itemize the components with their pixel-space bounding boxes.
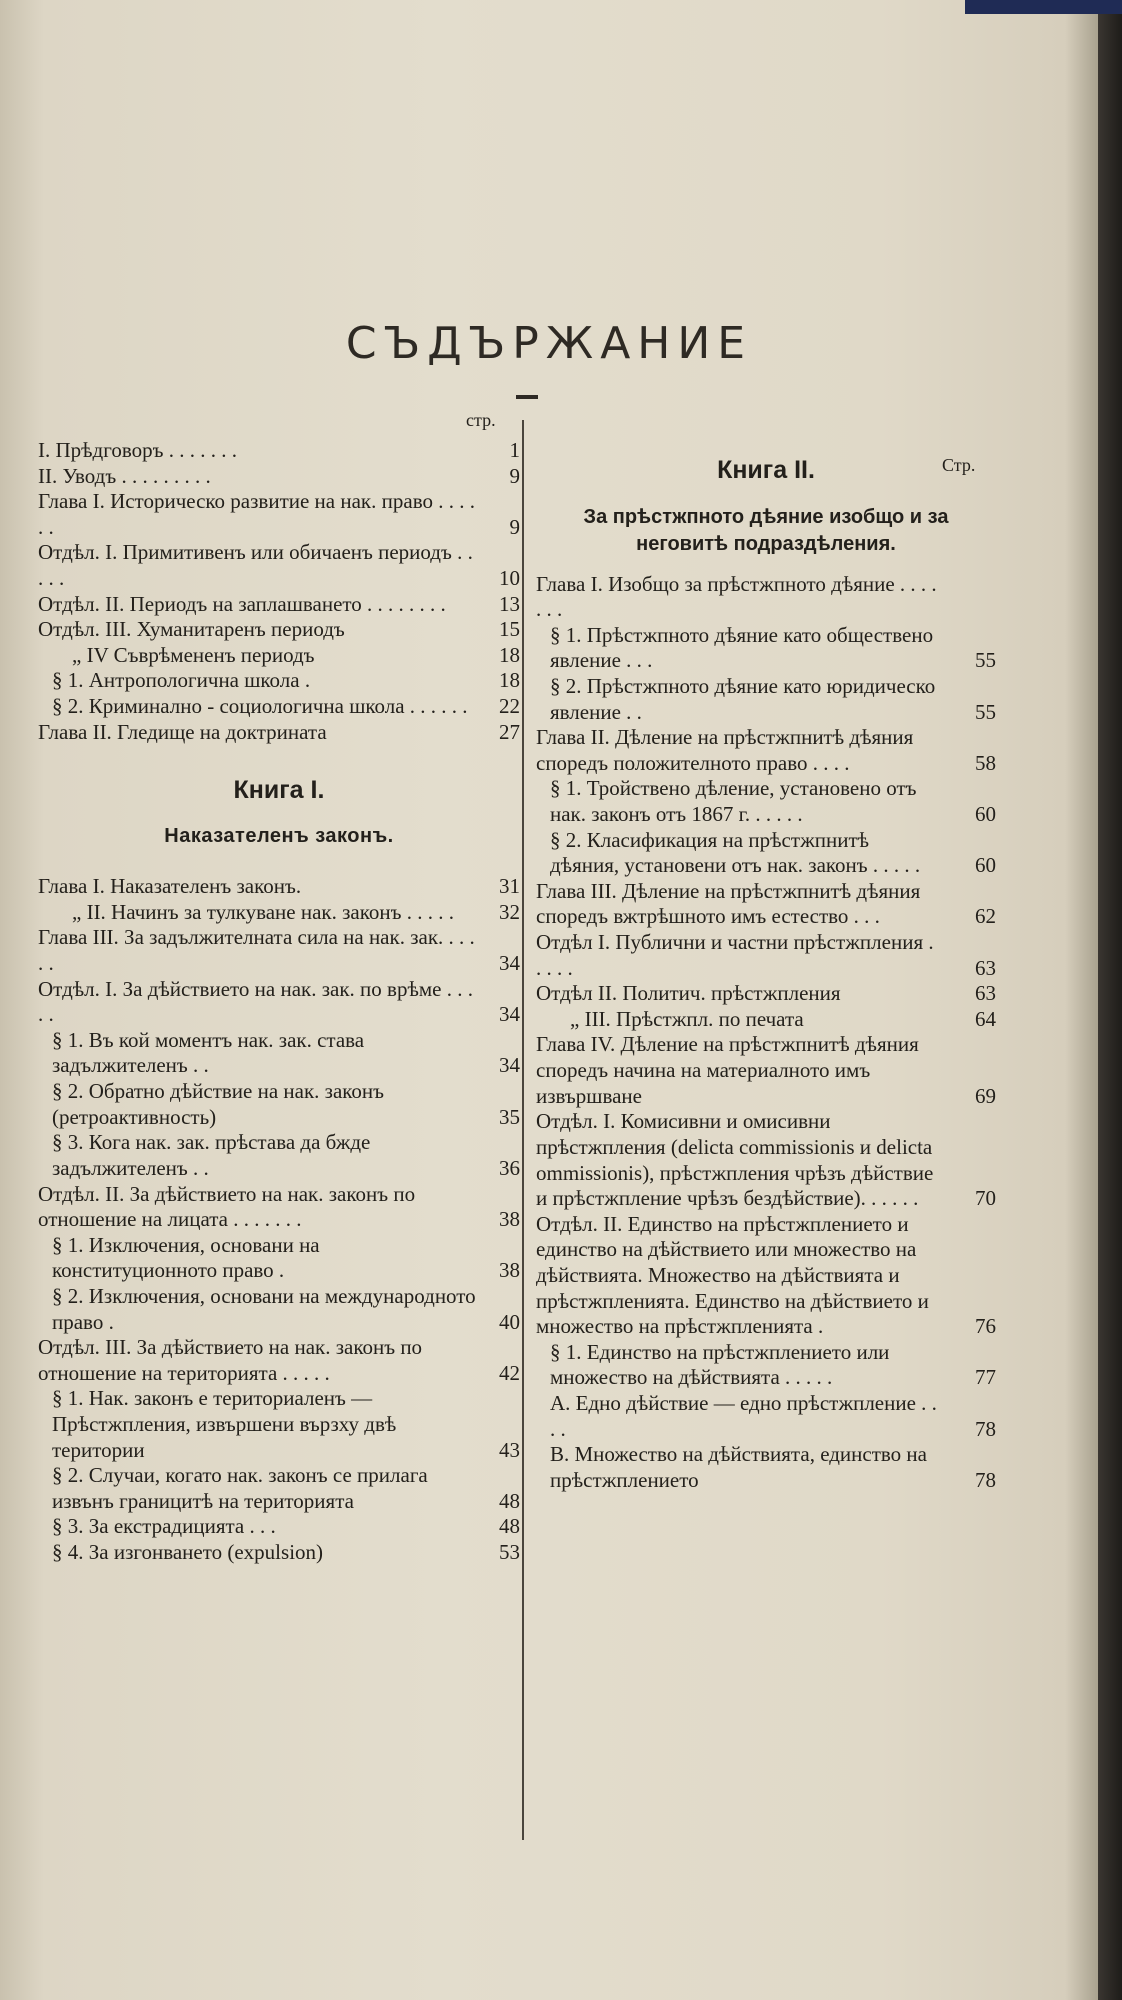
toc-entry — [536, 1340, 996, 1391]
book1-subtitle: Наказателенъ законъ. — [164, 824, 394, 847]
page-column-label-right: Стр. — [942, 455, 976, 475]
toc-entry-text: „ III. Прѣстжпл. по печата — [570, 1006, 804, 1031]
toc-entry-text: Отдѣл II. Политич. прѣстжпления — [536, 981, 841, 1006]
toc-entry-text: I. Прѣдговоръ . . . . . . . — [38, 438, 237, 462]
toc-entry — [536, 1442, 996, 1493]
toc-entry-page: 55 — [975, 699, 996, 724]
toc-entry — [38, 438, 520, 464]
toc-entry — [536, 623, 996, 674]
toc-entry-text: § 2. Изключения, основани на международното право . — [52, 1283, 476, 1334]
toc-left-column — [38, 410, 520, 1566]
toc-entry — [38, 1079, 520, 1130]
toc-entry-text: Отдѣл. II. Периодъ на заплашването . . . . . . . . — [38, 591, 446, 616]
toc-entry-text: Отдѣл. I. За дѣйствието на нак. зак. по врѣме . . . . . — [38, 976, 473, 1027]
toc-right-column — [536, 455, 996, 1493]
toc-entry-page: 77 — [975, 1365, 996, 1390]
toc-entry-page: 55 — [975, 648, 996, 673]
toc-entry-text: Глава II. Гледище на доктрината — [38, 719, 327, 744]
toc-entry-page: 13 — [499, 591, 520, 616]
toc-entry-text: Отдѣл. III. За дѣйствието на нак. законъ по отношение на територията . . . . . — [38, 1335, 423, 1385]
book-edge — [1098, 0, 1122, 2000]
toc-entry-page: 43 — [499, 1437, 520, 1462]
toc-entry-text: В. Множество на дѣйствията, единство на прѣстжплението — [550, 1442, 927, 1492]
toc-entry-text: Глава I. Наказателенъ законъ. — [38, 874, 302, 899]
toc-entry — [38, 592, 520, 618]
toc-entry-text: § 1. Прѣстжпното дѣяние като обществено явление . . . — [550, 622, 934, 673]
toc-entry — [38, 1233, 520, 1284]
toc-entry-page: 78 — [975, 1467, 996, 1492]
toc-entry-page: 69 — [975, 1083, 996, 1108]
toc-entry-page: 62 — [975, 904, 996, 929]
toc-entry-page: 10 — [499, 566, 520, 591]
toc-entry-page: 60 — [975, 853, 996, 878]
toc-entry — [38, 464, 520, 490]
page-column-label: стр. — [466, 410, 496, 430]
toc-entry-page: 27 — [499, 719, 520, 744]
toc-entry-page: 31 — [499, 874, 520, 899]
page-title: СЪДЪРЖАНИЕ — [345, 318, 753, 369]
background-strip — [965, 0, 1122, 14]
toc-entry-page: 63 — [975, 981, 996, 1006]
toc-book1-list — [38, 874, 520, 1565]
toc-entry-text: § 1. Въ кой моментъ нак. зак. става задължителенъ . . — [52, 1027, 365, 1078]
toc-entry — [536, 1391, 996, 1442]
toc-entry — [38, 1182, 520, 1233]
toc-entry-text: § 1. Изключения, основани на конституционното право . — [52, 1232, 320, 1283]
toc-entry-page: 18 — [499, 668, 520, 693]
toc-entry — [38, 1386, 520, 1463]
toc-entry-page: 70 — [975, 1186, 996, 1211]
toc-entry — [536, 674, 996, 725]
toc-entry-text: § 1. Нак. законъ е териториаленъ — Прѣстжпления, извършени вързху двѣ територии — [52, 1386, 397, 1462]
toc-entry-page: 40 — [499, 1309, 520, 1334]
toc-entry-text: Отдѣл. III. Хуманитаренъ периодъ — [38, 617, 345, 642]
column-divider — [522, 420, 524, 1840]
toc-entry — [38, 1130, 520, 1181]
toc-entry-text: Глава I. Изобщо за прѣстжпното дѣяние . . . . . . . — [536, 571, 937, 622]
toc-entry — [38, 1514, 520, 1540]
toc-entry — [536, 930, 996, 981]
toc-entry-page: 36 — [499, 1155, 520, 1180]
toc-entry — [536, 776, 996, 827]
toc-entry — [38, 694, 520, 720]
toc-entry — [536, 1032, 996, 1109]
toc-entry-page: 34 — [499, 951, 520, 976]
toc-entry-text: А. Едно дѣйствие — едно прѣстжпление . . . . — [550, 1391, 937, 1441]
toc-entry — [38, 874, 520, 900]
toc-entry-page: 18 — [499, 642, 520, 667]
toc-entry-text: § 3. Кога нак. зак. прѣстава да бжде задължителенъ . . — [52, 1130, 371, 1180]
toc-entry-text: Глава III. За задължителната сила на нак. зак. . . . . . — [38, 925, 475, 976]
toc-entry-text: II. Уводъ . . . . . . . . . — [38, 463, 211, 488]
toc-entry — [536, 1007, 996, 1033]
book1-title: Книга I. — [233, 776, 325, 805]
toc-entry — [536, 572, 996, 623]
toc-entry-text: § 1. Тройствено дѣление, установено отъ нак. законъ отъ 1867 г. . . . . . — [550, 776, 917, 826]
toc-entry — [38, 1463, 520, 1514]
toc-entry-page: 48 — [499, 1488, 520, 1513]
toc-entry-text: § 3. За екстрадицията . . . — [52, 1514, 276, 1539]
toc-entry-page: 15 — [499, 617, 520, 642]
toc-entry-text: § 2. Обратно дѣйствие на нак. законъ (ретроактивность) — [52, 1079, 385, 1129]
toc-entry — [38, 1028, 520, 1079]
toc-entry-page: 38 — [499, 1258, 520, 1283]
toc-entry-page: 9 — [509, 463, 520, 488]
toc-entry-text: „ II. Начинъ за тулкуване нак. законъ . . . . . — [72, 899, 454, 924]
toc-entry-text: Отдѣл. I. Примитивенъ или обичаенъ периодъ . . . . . — [38, 540, 473, 591]
toc-entry — [38, 540, 520, 591]
toc-entry-page: 60 — [975, 801, 996, 826]
toc-book2-list — [536, 572, 996, 1494]
toc-entry-page: 34 — [499, 1002, 520, 1027]
toc-entry-text: § 4. За изгонването (expulsion) — [52, 1540, 324, 1565]
toc-entry — [38, 1540, 520, 1566]
toc-entry — [38, 900, 520, 926]
toc-entry — [38, 617, 520, 643]
toc-entry-text: Глава IV. Дѣление на прѣстжпнитѣ дѣяния споредъ начина на материалното имъ извършване — [536, 1032, 919, 1108]
toc-intro-list — [38, 438, 520, 745]
toc-entry-text: § 2. Криминално - социологична школа . . . . . . — [52, 694, 468, 719]
toc-entry-text: Отдѣл. I. Комисивни и омисивни прѣстжпления (delicta commissionis и delicta ommissionis), прѣстжпления чрѣзъ дѣйствие и прѣстжпление чрѣзъ бездѣйствие). . . . . . — [536, 1109, 934, 1211]
toc-entry-page: 48 — [499, 1514, 520, 1539]
toc-entry — [536, 981, 996, 1007]
title-ornament — [516, 395, 538, 399]
toc-entry — [38, 668, 520, 694]
toc-entry-text: § 1. Единство на прѣстжплението или множество на дѣйствията . . . . . — [550, 1339, 890, 1390]
toc-entry — [38, 977, 520, 1028]
toc-entry-page: 42 — [499, 1360, 520, 1385]
toc-entry-text: „ IV Съврѣмененъ периодъ — [72, 642, 315, 667]
toc-entry-text: Отдѣл I. Публични и частни прѣстжпления . . . . . — [536, 930, 934, 980]
toc-entry — [536, 879, 996, 930]
toc-entry-page: 22 — [499, 694, 520, 719]
toc-entry — [536, 828, 996, 879]
toc-entry — [38, 720, 520, 746]
toc-entry-page: 63 — [975, 955, 996, 980]
toc-entry — [38, 1284, 520, 1335]
toc-entry-page: 64 — [975, 1006, 996, 1031]
toc-entry-text: Глава I. Историческо развитие на нак. право . . . . . . — [38, 489, 475, 539]
toc-entry-text: Отдѣл. II. За дѣйствието на нак. законъ по отношение на лицата . . . . . . . — [38, 1181, 416, 1232]
toc-entry-page: 76 — [975, 1314, 996, 1339]
toc-entry-page: 35 — [499, 1104, 520, 1129]
toc-entry-text: Глава II. Дѣление на прѣстжпнитѣ дѣяния споредъ положителното право . . . . — [536, 725, 914, 775]
toc-entry — [536, 725, 996, 776]
toc-entry-page: 58 — [975, 750, 996, 775]
toc-entry-page: 1 — [509, 438, 520, 462]
toc-entry-page: 78 — [975, 1416, 996, 1441]
toc-entry-page: 38 — [499, 1207, 520, 1232]
toc-entry-page: 32 — [499, 899, 520, 924]
toc-entry — [38, 489, 520, 540]
toc-entry — [536, 1212, 996, 1340]
toc-entry-text: § 2. Прѣстжпното дѣяние като юридическо явление . . — [550, 673, 936, 724]
toc-entry-text: § 1. Антропологична школа . — [52, 668, 311, 693]
toc-entry-text: Отдѣл. II. Единство на прѣстжплението и единство на дѣйствието или множество на дѣйствията. Множество на дѣйствията и прѣстжпленията. Единство на дѣйствието и множество на прѣстжпленията . — [536, 1211, 929, 1339]
toc-entry — [536, 1109, 996, 1211]
toc-entry — [38, 643, 520, 669]
toc-entry-text: Глава III. Дѣление на прѣстжпнитѣ дѣяния споредъ вжтрѣшното имъ естество . . . — [536, 878, 921, 929]
toc-entry-page: 9 — [509, 514, 520, 539]
toc-entry-text: § 2. Случаи, когато нак. законъ се прилага извънъ границитѣ на територията — [52, 1463, 428, 1513]
toc-entry — [38, 1335, 520, 1386]
toc-entry-page: 34 — [499, 1053, 520, 1078]
toc-entry — [38, 925, 520, 976]
book2-subtitle: За прѣстжпното дѣяние изобщо и за неговитѣ подраздѣления. — [583, 505, 949, 555]
toc-entry-page: 53 — [499, 1540, 520, 1565]
book2-title: Книга II. — [717, 456, 815, 484]
toc-entry-text: § 2. Класификация на прѣстжпнитѣ дѣяния, установени отъ нак. законъ . . . . . — [550, 827, 921, 878]
